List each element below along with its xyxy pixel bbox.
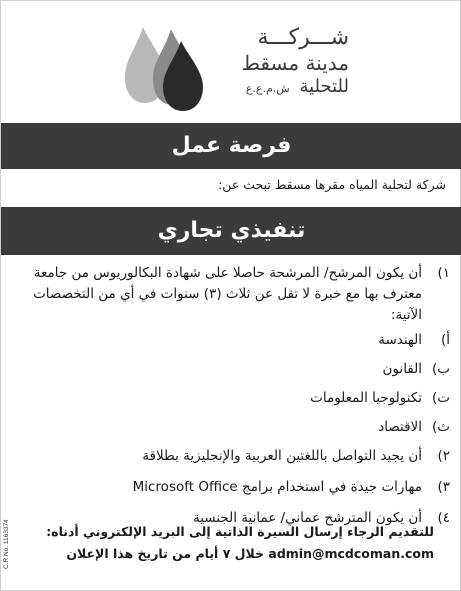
contact-email[interactable]: admin@mcdcoman.com xyxy=(268,546,434,561)
requirement-1 xyxy=(10,263,450,326)
requirement-text: مهارات جيدة في استخدام برامج xyxy=(242,479,422,495)
position-title-banner: تنفيذي تجاري xyxy=(1,207,461,255)
requirement-2 xyxy=(10,446,450,467)
legal-suffix: ش.م.ع.ع xyxy=(245,82,290,95)
specialization-text: الاقتصاد xyxy=(378,419,422,435)
specialization-text: القانون xyxy=(382,361,422,377)
instructions-line2 xyxy=(34,543,434,565)
application-instructions xyxy=(34,521,434,565)
deadline-text: خلال ٧ أيام من تاريخ هذا الإعلان xyxy=(66,546,265,561)
requirement-3 xyxy=(10,477,450,498)
specialization-item xyxy=(10,388,450,409)
requirement-number: ٢) xyxy=(437,448,450,464)
job-opportunity-banner: فرصة عمل xyxy=(1,123,461,169)
company-name-line3 xyxy=(223,75,349,101)
company-name-line1: شـــركـــة xyxy=(257,25,349,50)
requirement-text: أن يجيد التواصل باللغتين العربية والإنجليزية بطلاقة xyxy=(142,448,422,464)
specialization-letter: ت) xyxy=(432,390,450,406)
specialization-letter: أ) xyxy=(440,332,450,348)
specialization-item xyxy=(10,417,450,438)
intro-text: شركة لتحلية المياه مقرها مسقط تبحث عن: xyxy=(218,177,446,192)
specialization-item xyxy=(10,359,450,380)
instructions-line1: للتقديم الرجاء إرسال السيرة الذاتية إلى البريد الإلكتروني أدناه: xyxy=(46,524,434,539)
specialization-item xyxy=(10,330,450,351)
registration-code: C.R No. 1163374 xyxy=(3,519,10,569)
requirements-list xyxy=(10,263,450,539)
specialization-letter: ث) xyxy=(432,419,450,435)
water-drops-icon xyxy=(119,23,229,113)
specialization-text: تكنولوجيا المعلومات xyxy=(310,390,422,406)
company-name-line2: مدينة مسقط xyxy=(241,51,349,75)
software-name: Microsoft Office xyxy=(132,479,238,495)
requirement-number: ١) xyxy=(437,265,450,281)
requirement-text: أن يكون المرشح/ المرشحة حاصلا على شهادة البكالوريوس من جامعة معترف بها مع خبرة لا تقل عن ثلاث (٣) سنوات في أي من التخصصات الآتية: xyxy=(33,265,422,323)
requirement-number: ٣) xyxy=(437,479,450,495)
specialization-text: الهندسة xyxy=(378,332,422,348)
requirement-number: ٤) xyxy=(437,510,450,526)
company-logo xyxy=(119,23,349,113)
company-name xyxy=(223,25,349,101)
specialization-letter: ب) xyxy=(432,361,450,377)
requirement-text: أن يكون المترشح عماني/ عمانية الجنسية xyxy=(192,510,422,526)
company-name-line3-text: للتحلية xyxy=(299,76,349,97)
